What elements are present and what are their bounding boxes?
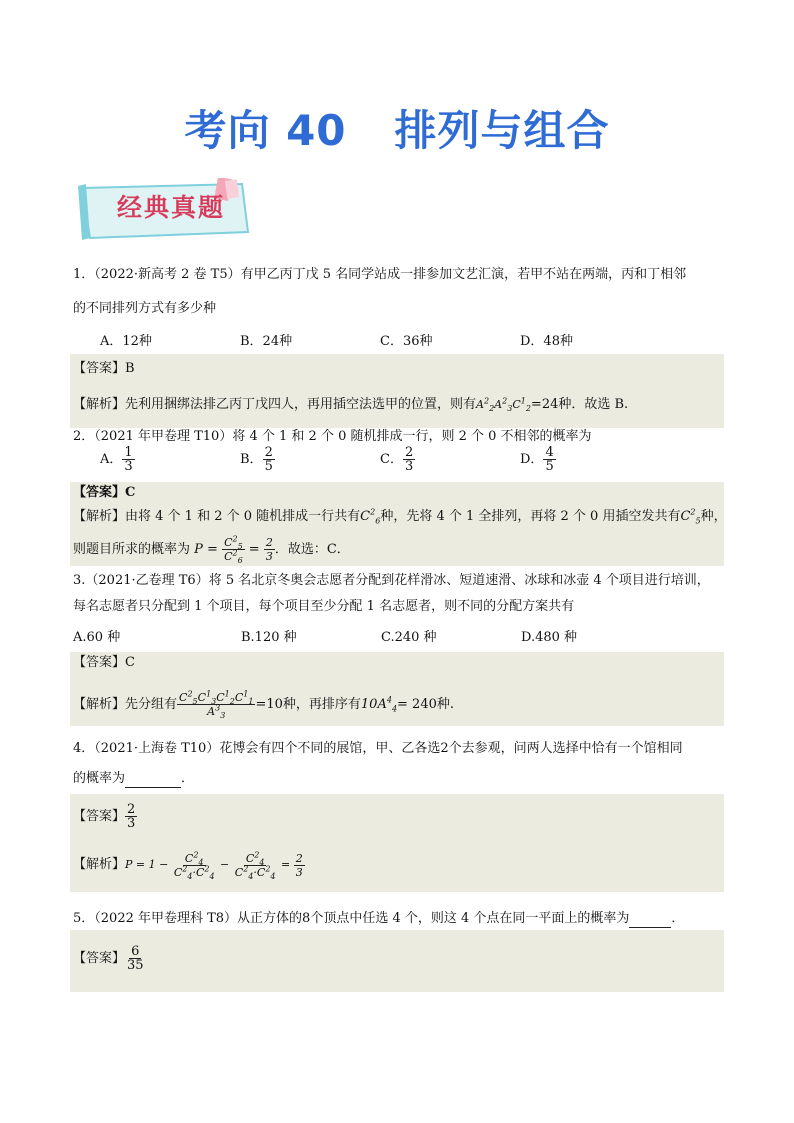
- q2-formula-probability: P = $\frac{C^2_5}{C^2_6}$ = $\frac{2}{3}$: [190, 534, 273, 566]
- q1-stem-line1: 1．（2022·新高考 2 卷 T5）有甲乙丙丁戊 5 名同学站成一排参加文艺汇演，若甲不站在两端，丙和丁相邻: [73, 267, 687, 282]
- q1-analysis: [73, 396, 628, 414]
- q1-options: [100, 330, 720, 352]
- q5-answer-label: 【答案】: [73, 951, 126, 966]
- q2-formula-c52: $C^2_5$: [680, 507, 701, 526]
- q2-stem-line1: 2．（2021 年甲卷理 T10）将 4 个 1 和 2 个 0 随机排成一行，则 2 个 0 不相邻的概率为: [73, 429, 592, 444]
- q2-option-b: B． $\frac{2}{5}$: [240, 445, 273, 474]
- q4-answer: [73, 802, 137, 832]
- title-part-2: 排列与组合: [394, 106, 610, 155]
- q3-option-c: C.240 种: [381, 630, 437, 645]
- q5-answer-blank: [629, 927, 671, 928]
- q1-answer: [73, 360, 135, 378]
- q3-answer-value: C: [125, 655, 135, 670]
- q1-analysis-label: 【解析】: [73, 397, 126, 412]
- title-part-1: 考向 40: [184, 106, 347, 155]
- q2-options: [100, 446, 720, 482]
- q3-formula-grouping: $\frac{C^2_5C^1_3C^1_2C^1_1}{A^3_3}$: [179, 689, 254, 721]
- q3-options: [73, 626, 693, 648]
- q5-answer-box: [70, 930, 724, 992]
- q5-stem-line1: 5．（2022 年甲卷理科 T8）从正方体的8个顶点中任选 4 个，则这 4 个点在同一平面上的概率为 ．: [73, 911, 685, 926]
- q1-answer-box: [70, 354, 724, 428]
- q3-option-d: D.480 种: [521, 630, 578, 645]
- q2-analysis-line2: 则题目所求的概率为 P = $\frac{C^2_5}{C^2_6}$ = $\frac{2}{3}$ ．故选：C．: [73, 534, 350, 566]
- q2-option-a: A． $\frac{1}{3}$: [100, 445, 133, 474]
- q5-answer: [73, 942, 146, 976]
- q4-analysis-formula: P = 1 − $\frac{C^2_4}{C^2_4\cdot C^2_4}$ − $\frac{C^2_4}{C^2_4\cdot C^2_4}$ = $\frac{2}{3}$: [125, 849, 303, 881]
- q3-answer: [73, 654, 135, 672]
- q3-answer-label: 【答案】: [73, 655, 126, 670]
- banner-label: 经典真题: [116, 193, 225, 222]
- q4-answer-label: 【答案】: [73, 809, 126, 824]
- q1-analysis-conclusion: =24种．故选 B.: [530, 397, 629, 412]
- q2-answer-value: C: [125, 485, 136, 500]
- q4-answer-blank: [125, 787, 181, 788]
- q2-answer-label: 【答案】: [73, 485, 126, 500]
- q4-analysis: [73, 848, 305, 882]
- q1-analysis-formula: $A^2_2A^2_3C^1_2$: [476, 396, 531, 414]
- q4-stem-line1: 4．（2021·上海卷 T10）花博会有四个不同的展馆，甲、乙各选2个去参观，问两人选择中恰有一个馆相同: [73, 741, 683, 756]
- q3-analysis-label: 【解析】: [73, 697, 126, 712]
- q1-option-d: D．48种: [520, 334, 573, 349]
- q1-option-b: B．24种: [240, 334, 293, 349]
- q4-analysis-label: 【解析】: [73, 857, 126, 872]
- q5-answer-fraction: $\frac{6}{35}$: [127, 944, 144, 973]
- q1-answer-value: B: [125, 361, 135, 376]
- q3-option-a: A.60 种: [73, 630, 121, 645]
- page-title: [0, 98, 794, 158]
- q3-stem-line1: 3.（2021·乙卷理 T6）将 5 名北京冬奥会志愿者分配到花样滑冰、短道速滑、冰球和冰壶 4 个项目进行培训，: [73, 573, 710, 588]
- q3-analysis: 【解析】先分组有 $\frac{C^2_5C^1_3C^1_2C^1_1}{A^3_3}$ =10种，再排序有$10A^4_4= 240$种.: [73, 689, 455, 721]
- q2-option-c: C． $\frac{2}{3}$: [380, 445, 414, 474]
- q2-answer: [73, 484, 135, 502]
- q1-option-a: A．12种: [100, 334, 152, 349]
- q2-option-d: D． $\frac{4}{5}$: [520, 445, 554, 474]
- q4-answer-fraction: $\frac{2}{3}$: [127, 802, 136, 831]
- q2-analysis-line1: 【解析】由将 4 个 1 和 2 个 0 随机排成一行共有$C^2_6$种，先将 4 个 1 全排列，再将 2 个 0 用插空发共有$C^2_5$种，: [73, 507, 727, 526]
- q1-option-c: C．36种: [380, 334, 433, 349]
- q4-stem-line2: 的概率为 ．: [73, 771, 195, 786]
- q3-formula-arrange: $10A^4_4$: [360, 695, 398, 714]
- q1-stem-line2: 的不同排列方式有多少种: [73, 301, 217, 316]
- q2-formula-c62: $C^2_6$: [360, 507, 381, 526]
- q1-analysis-text: 先利用捆绑法排乙丙丁戊四人，再用插空法选甲的位置，则有: [125, 397, 477, 412]
- q2-analysis-label: 【解析】: [73, 509, 126, 524]
- q3-stem-line2: 每名志愿者只分配到 1 个项目，每个项目至少分配 1 名志愿者，则不同的分配方案共有: [73, 599, 575, 614]
- q1-answer-label: 【答案】: [73, 361, 126, 376]
- q3-option-b: B.120 种: [241, 630, 297, 645]
